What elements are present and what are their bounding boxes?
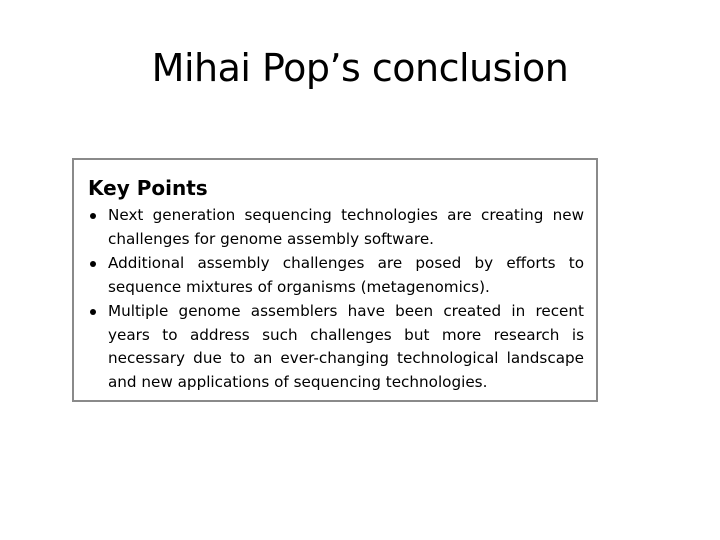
- point-text: Additional assembly challenges are posed by efforts to sequence mixtures of organisms (metagenomics).: [108, 254, 584, 296]
- key-points-list: [88, 204, 584, 394]
- bullet-icon: [90, 261, 96, 267]
- list-item: [88, 300, 584, 394]
- list-item: [88, 204, 584, 251]
- point-text: Multiple genome assemblers have been created in recent years to address such challenges but more research is necessary due to an ever-changing technological landscape and new applications of sequencing technologies.: [108, 302, 584, 391]
- point-text: Next generation sequencing technologies are creating new challenges for genome assembly software.: [108, 206, 584, 248]
- list-item: [88, 252, 584, 299]
- key-points-box: [72, 158, 598, 402]
- key-points-heading: Key Points: [88, 176, 208, 200]
- bullet-icon: [90, 309, 96, 315]
- slide-title: Mihai Pop’s conclusion: [151, 46, 569, 90]
- bullet-icon: [90, 213, 96, 219]
